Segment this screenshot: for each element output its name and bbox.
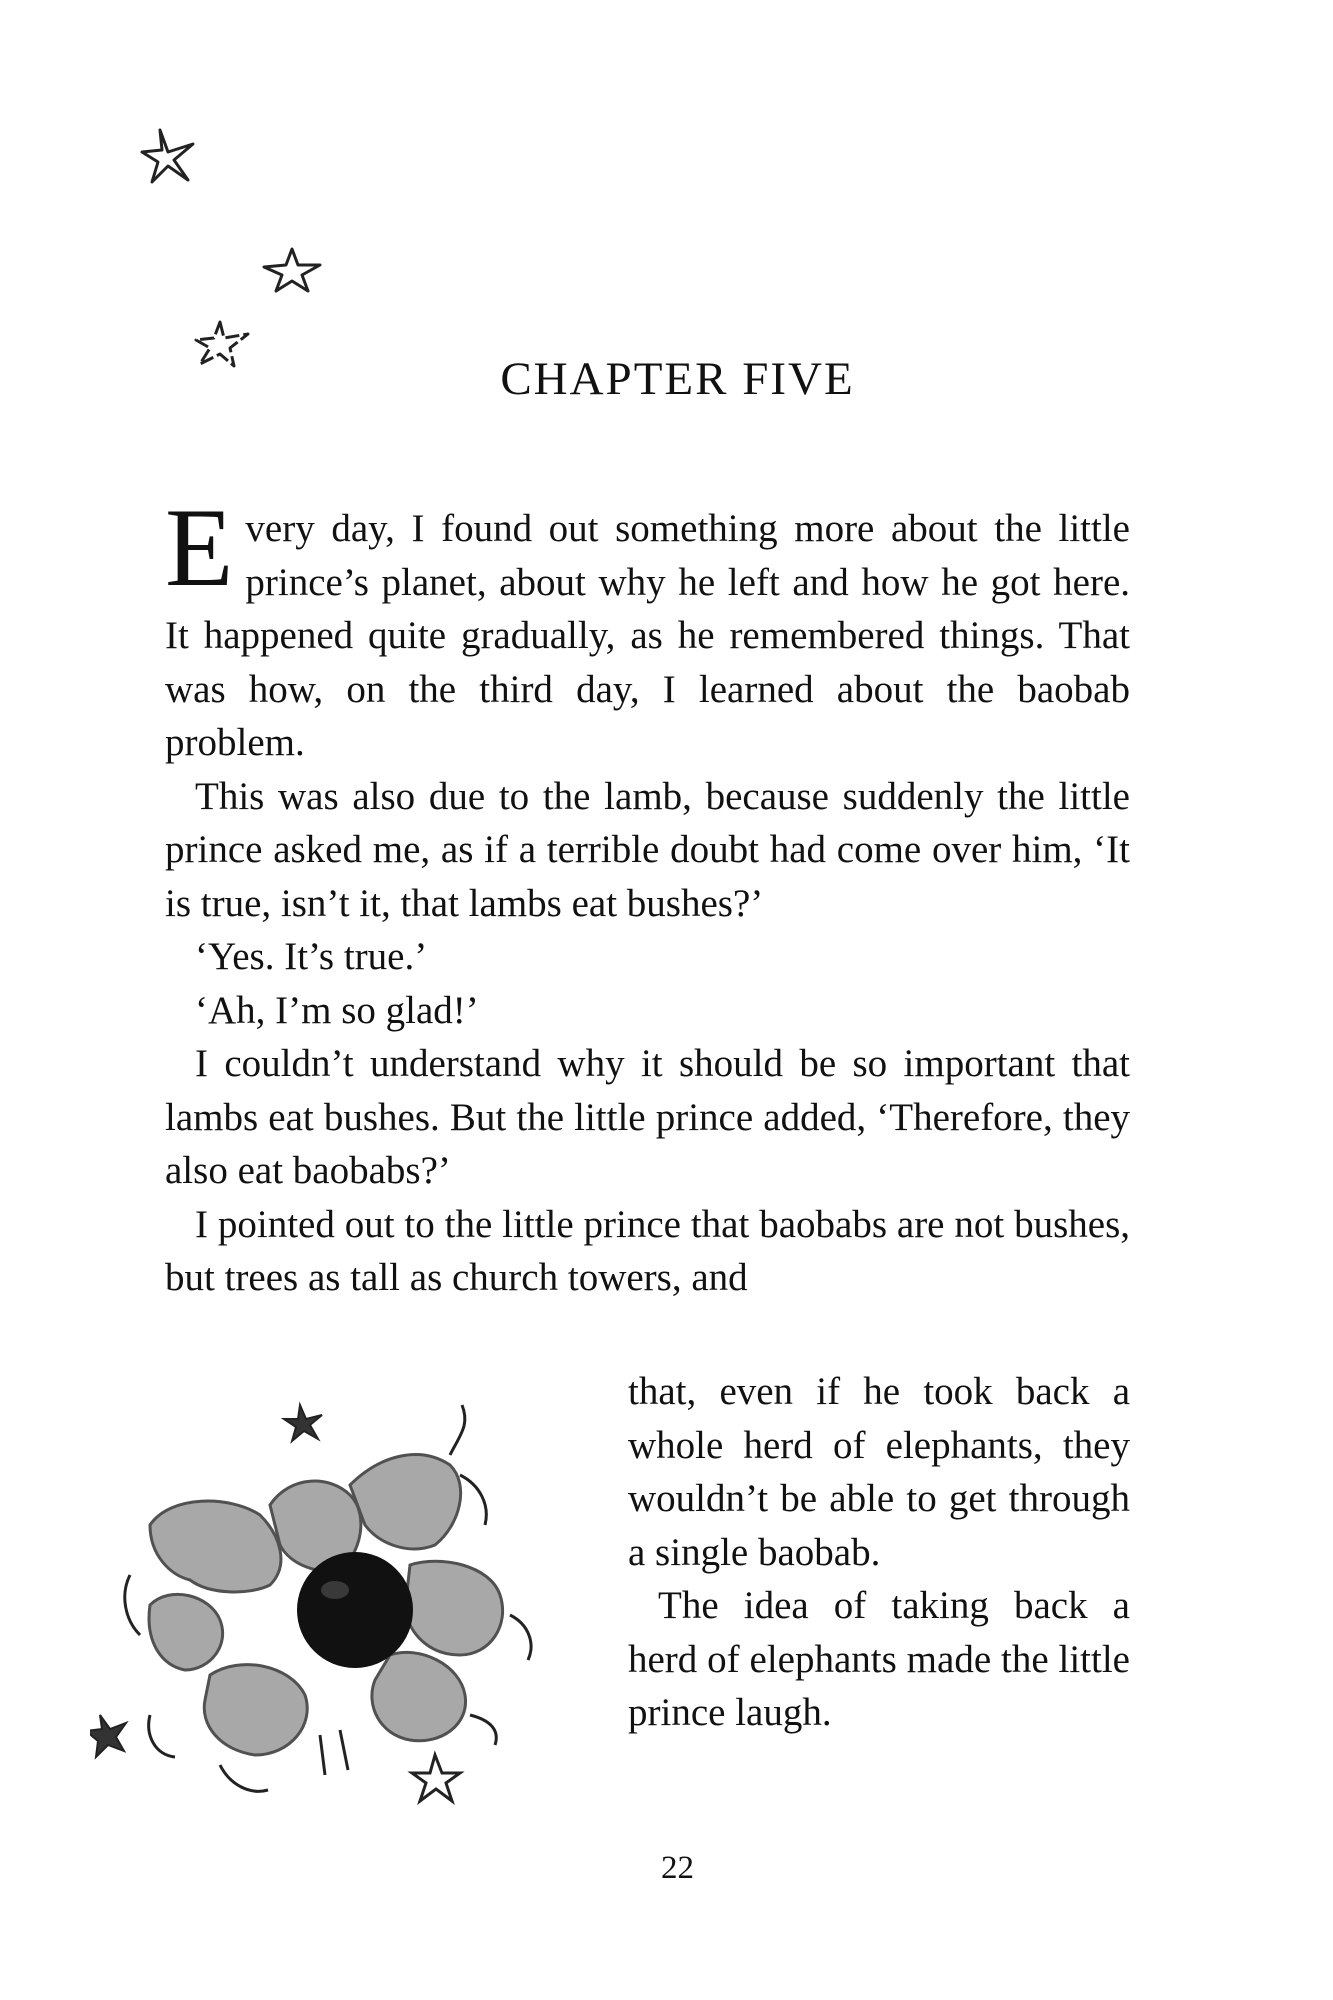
drop-cap: E <box>165 486 234 610</box>
paragraph: I couldn’t understand why it should be so important that lambs eat bushes. But the little prince added, ‘Therefore, they also eat baobabs?’ <box>165 1042 1130 1192</box>
paragraph: ‘Ah, I’m so glad!’ <box>195 988 479 1032</box>
paragraph: This was also due to the lamb, because suddenly the little prince asked me, as if a terrible doubt had come over him, ‘It is true, isn’t it, that lambs eat bushes?’ <box>165 774 1130 925</box>
paragraph: I pointed out to the little prince that baobabs are not bushes, but trees as tall as church towers, and <box>165 1202 1130 1299</box>
elephants-on-planet-illustration <box>90 1385 610 1815</box>
paragraph: that, even if he took back a whole herd of elephants, they wouldn’t be able to get through a single baobab. <box>628 1370 1130 1574</box>
paragraph-text: very day, I found out something more about the little prince’s planet, about why he left and how he got here. It happened quite gradually, as he remembered things. That was how, on the third day, I learned about the baobab problem. <box>165 507 1130 764</box>
chapter-text <box>165 486 1130 1305</box>
paragraph: ‘Yes. It’s true.’ <box>195 935 428 978</box>
star-icon <box>138 122 208 192</box>
wrapped-text <box>628 1365 1130 1740</box>
chapter-title: CHAPTER FIVE <box>500 353 855 405</box>
paragraph: The idea of taking back a herd of elephants made the little prince laugh. <box>628 1584 1130 1734</box>
star-icon <box>262 245 324 295</box>
paragraph <box>165 486 1130 770</box>
page-number: 22 <box>661 1850 694 1886</box>
